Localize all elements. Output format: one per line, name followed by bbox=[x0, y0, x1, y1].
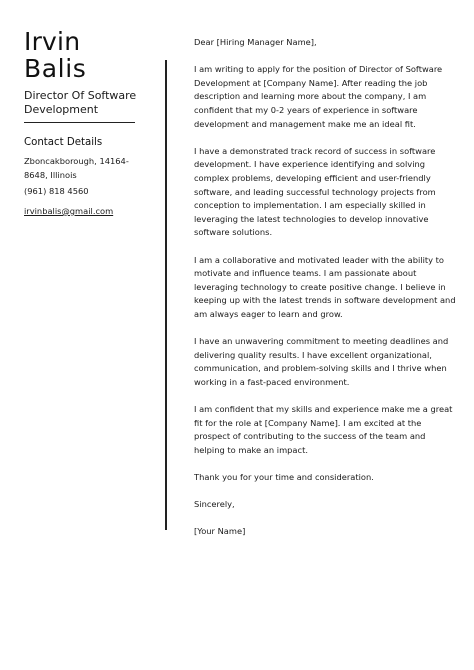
first-name: Irvin bbox=[24, 27, 81, 56]
paragraph-line: communication, and problem-solving skills and I thrive when bbox=[194, 363, 447, 374]
header-block bbox=[24, 28, 136, 117]
paragraph bbox=[194, 63, 444, 131]
paragraph-line: am always eager to learn and grow. bbox=[194, 308, 343, 319]
job-title-line: Development bbox=[24, 103, 99, 116]
header-divider bbox=[24, 122, 135, 123]
last-name: Balis bbox=[24, 54, 87, 83]
salutation-text: Dear [Hiring Manager Name], bbox=[194, 37, 317, 47]
paragraph-line: leveraging technology to create positive change. I believe in bbox=[194, 281, 446, 292]
paragraph bbox=[194, 335, 449, 389]
paragraph-line: description and learning more about the company, I am bbox=[194, 91, 427, 102]
paragraph-line: Development at [Company Name]. After reading the job bbox=[194, 77, 428, 88]
signature-text: [Your Name] bbox=[194, 526, 246, 537]
column-divider bbox=[165, 60, 167, 530]
paragraph bbox=[194, 471, 444, 485]
paragraph-line: I am confident that my skills and experience make me a great bbox=[194, 404, 453, 415]
paragraph-line: confident that my 0-2 years of experience in software bbox=[194, 104, 418, 115]
paragraph-line: fit for the role at [Company Name]. I am excited at the bbox=[194, 417, 422, 428]
paragraph-line: software, and leading successful technology projects from bbox=[194, 186, 436, 197]
paragraph bbox=[194, 403, 453, 457]
salutation bbox=[194, 36, 444, 50]
paragraph-line: complex problems, developing efficient and user-friendly bbox=[194, 172, 431, 183]
address bbox=[24, 155, 144, 182]
paragraph-line: Thank you for your time and consideration. bbox=[194, 472, 374, 482]
address-line: Zboncakborough, 14164- bbox=[24, 156, 129, 166]
email-block bbox=[24, 201, 144, 219]
paragraph-line: conception to implementation. I am especially skilled in bbox=[194, 200, 426, 211]
paragraph-line: motivate and influence teams. I am passionate about bbox=[194, 268, 417, 279]
paragraph-line: prospect of contributing to the success of the team and bbox=[194, 431, 426, 442]
paragraph-line: development and management make me an ideal fit. bbox=[194, 118, 416, 129]
paragraph-line: leveraging the latest technologies to develop innovative bbox=[194, 213, 429, 224]
paragraph-line: I am a collaborative and motivated leader with the ability to bbox=[194, 254, 445, 265]
paragraph-line: software solutions. bbox=[194, 227, 273, 238]
signature bbox=[194, 525, 444, 539]
paragraph-line: I have a demonstrated track record of success in software bbox=[194, 145, 436, 156]
job-title bbox=[24, 89, 139, 117]
closing-text: Sincerely, bbox=[194, 499, 235, 510]
paragraph-line: working in a fast-paced environment. bbox=[194, 376, 350, 387]
paragraph-line: keeping up with the latest trends in software development and bbox=[194, 295, 456, 306]
phone-block bbox=[24, 185, 144, 199]
phone-number: (961) 818 4560 bbox=[24, 185, 89, 196]
paragraph-line: delivering quality results. I have excellent organizational, bbox=[194, 349, 432, 360]
paragraph-line: development. I have experience identifying and solving bbox=[194, 159, 426, 170]
paragraph-line: I have an unwavering commitment to meeting deadlines and bbox=[194, 336, 449, 347]
contact-details bbox=[24, 136, 144, 221]
paragraph bbox=[194, 254, 456, 322]
closing bbox=[194, 498, 444, 512]
paragraph-line: I am writing to apply for the position of Director of Software bbox=[194, 64, 443, 75]
letter-body bbox=[194, 36, 456, 553]
paragraph-line: helping to make an impact. bbox=[194, 444, 308, 455]
address-line: 8648, Illinois bbox=[24, 169, 77, 180]
contact-heading: Contact Details bbox=[24, 137, 103, 148]
email-link[interactable]: irvinbalis@gmail.com bbox=[24, 205, 114, 216]
paragraph bbox=[194, 145, 444, 240]
job-title-line: Director Of Software bbox=[24, 89, 137, 102]
